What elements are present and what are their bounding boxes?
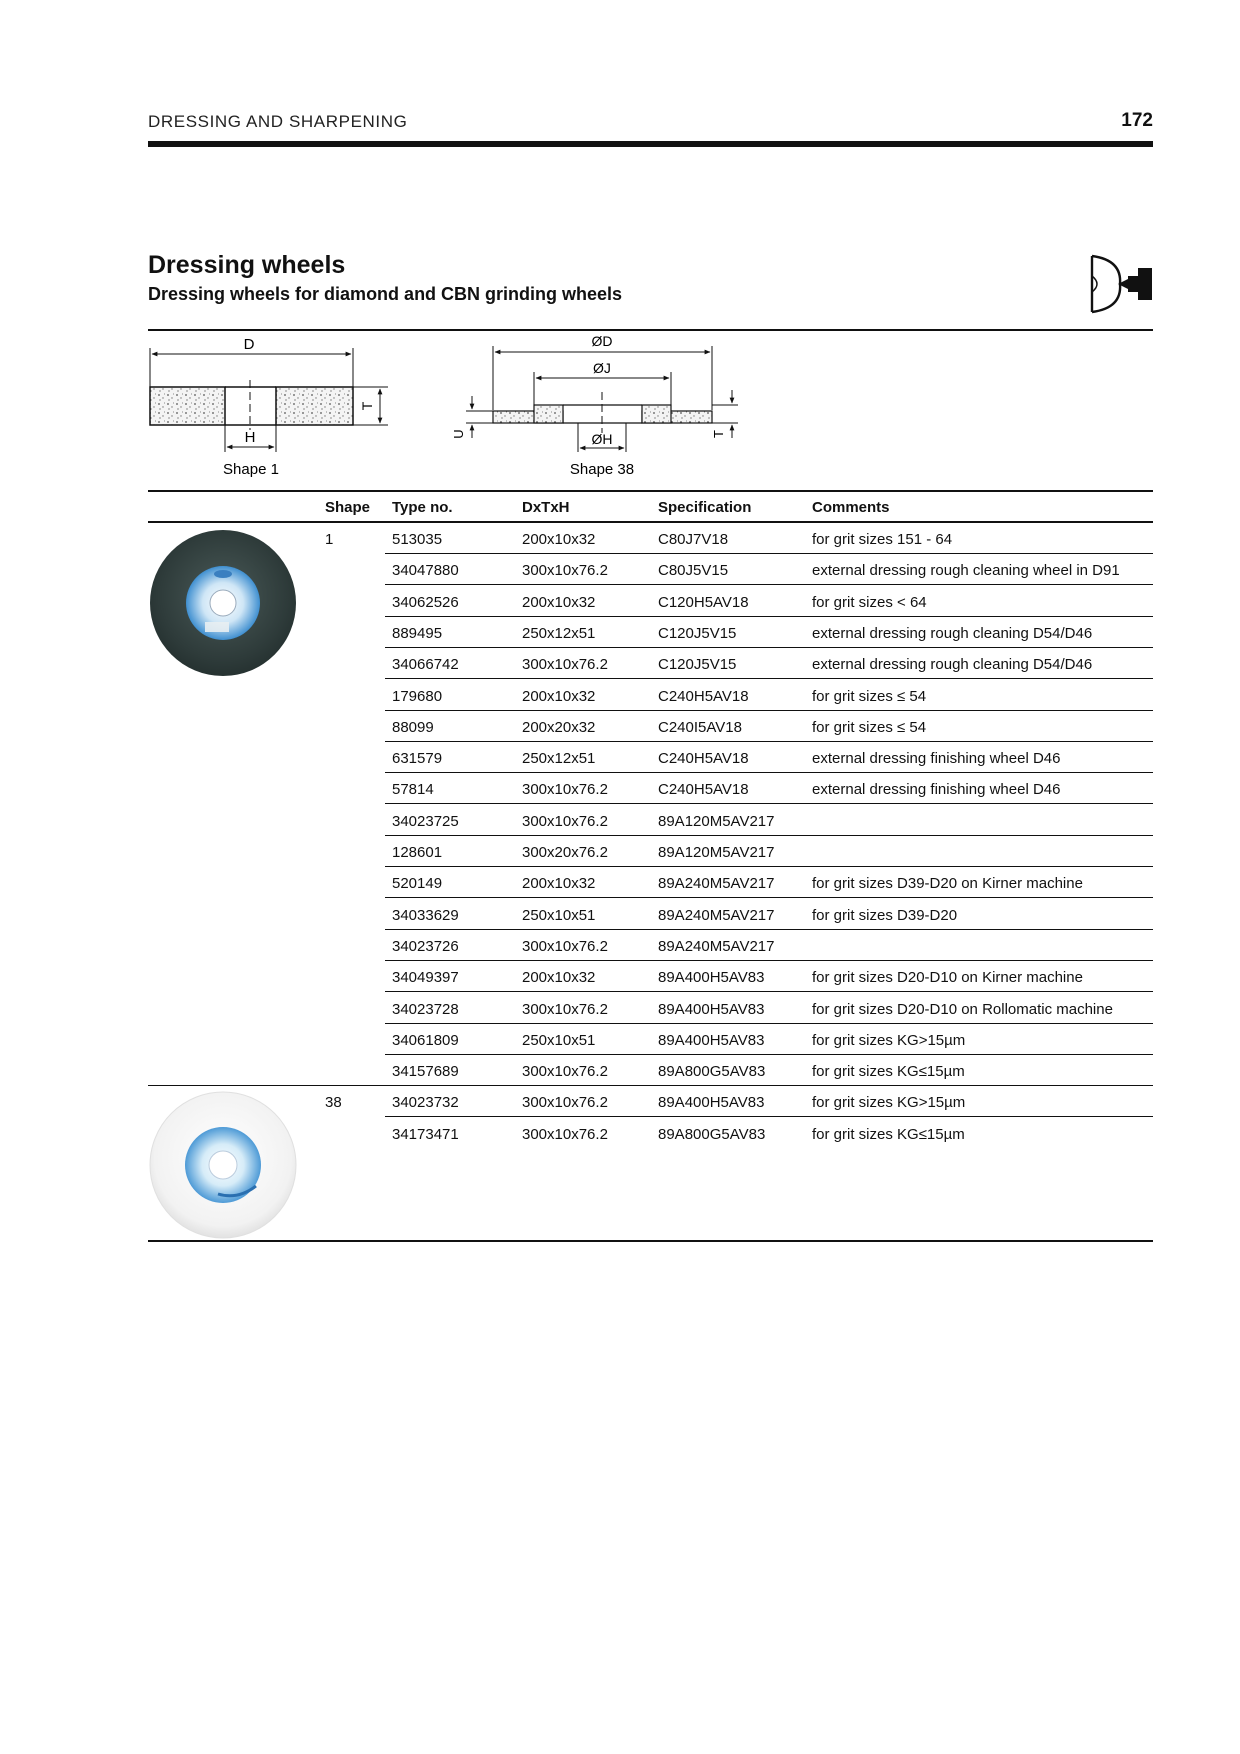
table-top-rule — [148, 490, 1153, 492]
shape38-label-u: U — [451, 429, 466, 439]
cell-specification: C240H5AV18 — [658, 781, 749, 798]
cell-type-no: 520149 — [392, 875, 443, 892]
cell-comment: for grit sizes KG>15µm — [812, 1094, 966, 1111]
shape-drawings — [148, 330, 748, 480]
col-header-specification: Specification — [658, 499, 752, 516]
cell-dimensions: 250x10x51 — [522, 907, 596, 924]
cell-comment: external dressing rough cleaning D54/D46 — [812, 625, 1093, 642]
page-subtitle: Dressing wheels for diamond and CBN grinding wheels — [148, 284, 623, 304]
group-separator — [148, 1085, 1153, 1086]
shape1-drawing — [150, 336, 388, 452]
cell-type-no: 34023732 — [392, 1094, 459, 1111]
shape1-label-d: D — [243, 336, 255, 353]
cell-type-no: 34033629 — [392, 907, 459, 924]
cell-dimensions: 300x10x76.2 — [522, 562, 608, 579]
cell-type-no: 57814 — [392, 781, 434, 798]
cell-type-no: 34023726 — [392, 938, 459, 955]
cell-specification: 89A400H5AV83 — [658, 1001, 765, 1018]
cell-specification: C120J5V15 — [658, 656, 737, 673]
row-divider — [385, 584, 1153, 585]
cell-type-no: 34061809 — [392, 1032, 459, 1049]
cell-type-no: 34173471 — [392, 1126, 459, 1143]
page-title: Dressing wheels — [148, 251, 346, 279]
cell-type-no: 34023728 — [392, 1001, 459, 1018]
cell-specification: 89A400H5AV83 — [658, 1032, 765, 1049]
shape1-label-h: H — [244, 429, 256, 446]
cell-dimensions: 300x10x76.2 — [522, 656, 608, 673]
cell-type-no: 128601 — [392, 844, 443, 861]
cell-type-no: 34157689 — [392, 1063, 459, 1080]
white-dressing-wheel-photo — [148, 1090, 298, 1240]
cell-comment: for grit sizes ≤ 54 — [812, 719, 927, 736]
cell-dimensions: 300x10x76.2 — [522, 938, 608, 955]
cell-shape: 1 — [325, 531, 334, 548]
cell-dimensions: 200x10x32 — [522, 688, 596, 705]
cell-type-no: 34062526 — [392, 594, 459, 611]
row-divider — [385, 710, 1153, 711]
cell-dimensions: 250x12x51 — [522, 750, 596, 767]
row-divider — [385, 1054, 1153, 1055]
shape1-caption: Shape 1 — [223, 461, 279, 478]
row-divider — [385, 803, 1153, 804]
cell-dimensions: 300x10x76.2 — [522, 1126, 608, 1143]
row-divider — [385, 1116, 1153, 1117]
row-divider — [385, 897, 1153, 898]
cell-comment: for grit sizes D39-D20 on Kirner machine — [812, 875, 1083, 892]
cell-dimensions: 300x10x76.2 — [522, 1094, 608, 1111]
cell-type-no: 631579 — [392, 750, 443, 767]
cell-dimensions: 300x20x76.2 — [522, 844, 608, 861]
cell-specification: C80J7V18 — [658, 531, 729, 548]
cell-dimensions: 250x10x51 — [522, 1032, 596, 1049]
shape38-label-h: ØH — [591, 431, 613, 447]
cell-specification: C240H5AV18 — [658, 750, 749, 767]
cell-type-no: 179680 — [392, 688, 443, 705]
cell-dimensions: 300x10x76.2 — [522, 781, 608, 798]
col-header-shape: Shape — [325, 499, 371, 516]
row-divider — [385, 991, 1153, 992]
cell-dimensions: 300x10x76.2 — [522, 813, 608, 830]
cell-specification: C240I5AV18 — [658, 719, 742, 736]
cell-type-no: 34023725 — [392, 813, 459, 830]
cell-comment: for grit sizes KG≤15µm — [812, 1063, 965, 1080]
cell-specification: 89A120M5AV217 — [658, 844, 775, 861]
cell-specification: 89A120M5AV217 — [658, 813, 775, 830]
cell-specification: 89A800G5AV83 — [658, 1063, 766, 1080]
col-header-type-no: Type no. — [392, 499, 453, 516]
shape38-label-d: ØD — [591, 333, 613, 349]
header-rule — [148, 141, 1153, 147]
page-number: 172 — [1121, 110, 1153, 131]
cell-specification: 89A240M5AV217 — [658, 938, 775, 955]
cell-comment: for grit sizes 151 - 64 — [812, 531, 953, 548]
table-header-rule — [148, 521, 1153, 523]
cell-comment: for grit sizes D39-D20 — [812, 907, 958, 924]
cell-specification: 89A240M5AV217 — [658, 875, 775, 892]
cell-specification: C80J5V15 — [658, 562, 729, 579]
cell-specification: 89A400H5AV83 — [658, 969, 765, 986]
shape38-caption: Shape 38 — [569, 461, 635, 478]
row-divider — [385, 1023, 1153, 1024]
cell-type-no: 34047880 — [392, 562, 459, 579]
shape38-drawing — [451, 333, 738, 452]
cell-dimensions: 200x20x32 — [522, 719, 596, 736]
row-divider — [385, 741, 1153, 742]
cell-dimensions: 250x12x51 — [522, 625, 596, 642]
cell-dimensions: 300x10x76.2 — [522, 1063, 608, 1080]
cell-comment: for grit sizes D20-D10 on Kirner machine — [812, 969, 1083, 986]
cell-comment: for grit sizes ≤ 54 — [812, 688, 927, 705]
col-header-dimensions: DxTxH — [522, 499, 570, 516]
cell-comment: for grit sizes KG≤15µm — [812, 1126, 965, 1143]
cell-type-no: 513035 — [392, 531, 443, 548]
row-divider — [385, 678, 1153, 679]
cell-type-no: 34049397 — [392, 969, 459, 986]
row-divider — [385, 866, 1153, 867]
shape1-label-t: T — [359, 401, 375, 411]
section-label: DRESSING AND SHARPENING — [148, 112, 408, 131]
cell-specification: 89A400H5AV83 — [658, 1094, 765, 1111]
cell-dimensions: 200x10x32 — [522, 969, 596, 986]
cell-dimensions: 200x10x32 — [522, 594, 596, 611]
row-divider — [385, 647, 1153, 648]
shape38-label-j: ØJ — [593, 360, 611, 376]
cell-dimensions: 200x10x32 — [522, 531, 596, 548]
cell-specification: C120J5V15 — [658, 625, 737, 642]
row-divider — [385, 835, 1153, 836]
cell-type-no: 889495 — [392, 625, 443, 642]
cell-comment: external dressing rough cleaning D54/D46 — [812, 656, 1093, 673]
cell-comment: external dressing rough cleaning wheel in D91 — [812, 562, 1120, 579]
cell-type-no: 88099 — [392, 719, 434, 736]
cell-dimensions: 200x10x32 — [522, 875, 596, 892]
shape38-label-t: T — [711, 430, 726, 438]
cell-comment: for grit sizes KG>15µm — [812, 1032, 966, 1049]
row-divider — [385, 553, 1153, 554]
row-divider — [385, 772, 1153, 773]
gray-dressing-wheel-photo — [148, 528, 298, 678]
cell-comment: for grit sizes < 64 — [812, 594, 927, 611]
dressing-tool-icon — [1088, 254, 1154, 314]
cell-specification: C120H5AV18 — [658, 594, 749, 611]
cell-specification: C240H5AV18 — [658, 688, 749, 705]
cell-comment: for grit sizes D20-D10 on Rollomatic machine — [812, 1001, 1113, 1018]
row-divider — [385, 929, 1153, 930]
cell-comment: external dressing finishing wheel D46 — [812, 781, 1061, 798]
cell-specification: 89A800G5AV83 — [658, 1126, 766, 1143]
row-divider — [385, 960, 1153, 961]
row-divider — [385, 616, 1153, 617]
col-header-comments: Comments — [812, 499, 890, 516]
cell-type-no: 34066742 — [392, 656, 459, 673]
cell-specification: 89A240M5AV217 — [658, 907, 775, 924]
cell-shape: 38 — [325, 1094, 342, 1111]
cell-comment: external dressing finishing wheel D46 — [812, 750, 1061, 767]
cell-dimensions: 300x10x76.2 — [522, 1001, 608, 1018]
table-bottom-rule — [148, 1240, 1153, 1242]
